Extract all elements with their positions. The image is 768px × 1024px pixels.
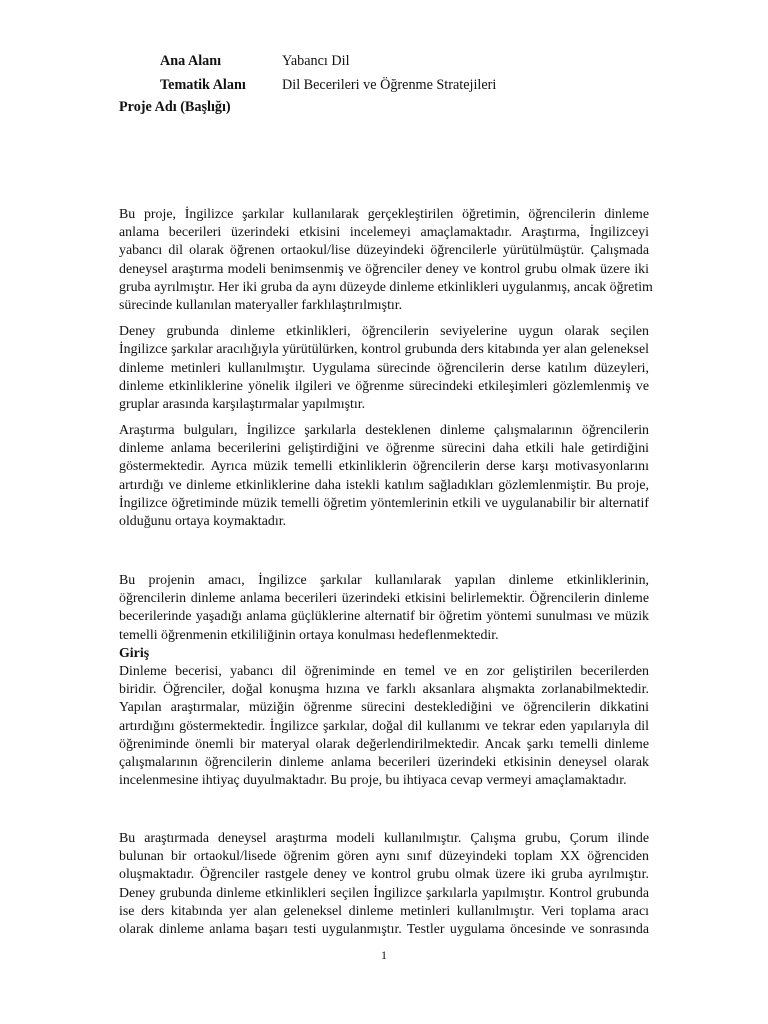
text-line: gruplar arasında karşılaştırmalar yapılmıştır.	[119, 396, 366, 412]
text-line: gruba ayrılmıştır. Her iki gruba da aynı düzeyde dinleme etkinlikleri uygulanmış, ancak öğretim	[119, 279, 653, 295]
text-line: bulunan bir ortaokul/lisede öğrenim gören aynı sınıf düzeyindeki toplam XX öğrenciden	[119, 849, 649, 865]
ana-alani-label: Ana Alanı	[160, 53, 222, 69]
text-line: yabancı dil olarak öğrenen ortaokul/lise düzeyindeki öğrencilerle yürütülmüştür. Çalışmada	[119, 243, 649, 259]
text-line: İngilizce şarkılar aracılığıyla yürütülürken, kontrol grubunda ders kitabında yer alan geleneksel	[119, 342, 649, 358]
text-line: İngilizce öğretiminde müzik temelli öğretim yöntemlerinin etkili ve uygulanabilir bir alternatif	[119, 495, 649, 511]
text-line: dinleme anlama becerilerini geliştirdiğini ve öğrenme sürecini daha etkili hale getirdiğini	[119, 441, 649, 457]
yontem-paragraph	[119, 830, 649, 939]
text-line: artırdığı ve dinleme etkinliklerine daha istekli katılım sağladıkları gözlemlenmiştir. Bu proje,	[119, 477, 649, 493]
text-line: dinleme etkinliklerine yönelik ilgileri ve öğrenme sürecindeki etkileşimleri gözlemlenmiş ve	[119, 378, 649, 394]
giris-heading: Giriş	[119, 645, 150, 661]
ana-alani-value: Yabancı Dil	[282, 53, 350, 69]
text-line: dinleme metinleri kullanılmıştır. Uygulama sürecinde öğrencilerin derse katılım düzeyleri,	[119, 360, 649, 376]
ozet-section	[119, 206, 653, 539]
text-line: öğreniminde önemli bir materyal olarak değerlendirilmektedir. Ancak şarkı temelli dinleme	[119, 736, 649, 752]
text-line: artırdığını göstermektedir. İngilizce şarkılar, doğal dil kullanımı ve tekrar eden yapılarıyla dil	[119, 718, 649, 734]
giris-paragraph	[119, 663, 649, 790]
amac-giris-section	[119, 572, 649, 798]
text-line: olduğunu ortaya koymaktadır.	[119, 514, 287, 529]
text-line: Deney grubunda dinleme etkinlikleri, öğrencilerin seviyelerine uygun olarak seçilen	[119, 324, 649, 340]
text-line: Araştırma bulguları, İngilizce şarkılarla desteklenen dinleme çalışmalarının öğrencilerin	[119, 423, 649, 439]
text-line: deneysel araştırma modeli benimsenmiş ve öğrenciler deney ve kontrol grubu olmak üzere iki	[119, 261, 649, 277]
text-line: anlama becerileri üzerindeki etkisini incelemeyi amaçlamaktadır. Araştırma, İngilizceyi	[119, 225, 649, 241]
text-line: çalışmalarının öğrencilerin dinleme anlama becerileri üzerindeki etkisinin deneysel olarak	[119, 754, 649, 770]
text-line: ise ders kitabında yer alan geleneksel dinleme metinleri kullanılmıştır. Veri toplama aracı	[119, 903, 649, 919]
text-line: becerilerinde yaşadığı anlama güçlüklerine alternatif bir öğretim yöntemi sunulması ve müzik	[119, 609, 649, 625]
text-line: oluşmaktadır. Öğrenciler rastgele deney ve kontrol grubu olmak üzere iki gruba ayrılmıştır.	[119, 867, 649, 883]
ozet-paragraph-1	[119, 206, 653, 315]
text-line: Yapılan araştırmalar, müziğin öğrenme sürecini desteklediğini ve öğrencilerin dikkatini	[119, 700, 649, 716]
text-line: Deney grubunda dinleme etkinlikleri seçilen İngilizce şarkılarla yapılmıştır. Kontrol grubunda	[119, 885, 649, 901]
text-line: biridir. Öğrenciler, doğal konuşma hızına ve farklı aksanlara alışmakta zorlanabilmektedir.	[119, 682, 649, 698]
text-line: öğrencilerin dinleme anlama becerileri üzerindeki etkisini belirlemektir. Öğrencilerin dinleme	[119, 591, 649, 607]
tematik-alani-value: Dil Becerileri ve Öğrenme Stratejileri	[282, 77, 497, 93]
amac-paragraph	[119, 572, 649, 645]
text-line: Bu araştırmada deneysel araştırma modeli kullanılmıştır. Çalışma grubu, Çorum ilinde	[119, 831, 649, 846]
text-line: temelli öğrenmenin etkililiğinin ortaya konulması hedeflenmektedir.	[119, 627, 499, 643]
text-line: Bu proje, İngilizce şarkılar kullanılarak gerçekleştirilen öğretimin, öğrencilerin dinleme	[119, 207, 649, 222]
text-line: sürecinde kullanılan materyaller farklılaştırılmıştır.	[119, 297, 403, 313]
tematik-alani-label: Tematik Alanı	[160, 77, 246, 93]
text-line: Bu projenin amacı, İngilizce şarkılar kullanılarak yapılan dinleme etkinliklerinin,	[119, 573, 649, 588]
text-line: göstermektedir. Ayrıca müzik temelli etkinliklerin öğrencilerin derse karşı motivasyonlarını	[119, 459, 649, 475]
page-number: 1	[381, 948, 387, 962]
text-line: olarak dinleme anlama başarı testi uygulanmıştır. Testler uygulama öncesinde ve sonrasında	[119, 921, 649, 937]
ozet-paragraph-2	[119, 323, 649, 414]
ozet-paragraph-3	[119, 422, 649, 531]
text-line: Dinleme becerisi, yabancı dil öğreniminde en temel ve en zor geliştirilen becerilerden	[119, 663, 649, 679]
text-line: incelenmesine ihtiyaç duyulmaktadır. Bu proje, bu ihtiyaca cevap vermeyi amaçlamaktadır.	[119, 773, 627, 789]
yontem-section	[119, 830, 649, 947]
proje-adi-label: Proje Adı (Başlığı)	[119, 99, 231, 115]
